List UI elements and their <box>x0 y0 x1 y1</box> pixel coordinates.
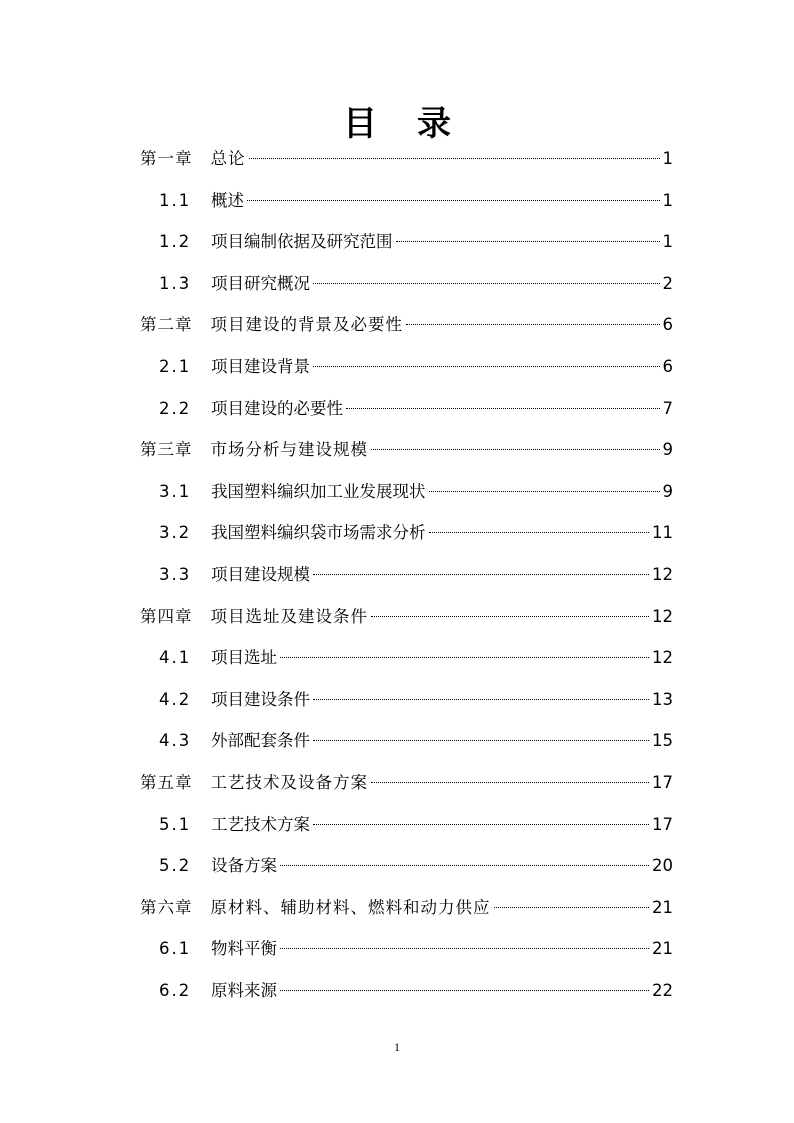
toc-entry-number: 第二章 <box>140 315 193 335</box>
toc-section-entry[interactable] <box>140 221 673 263</box>
toc-section-entry[interactable] <box>140 970 673 1012</box>
toc-entry-number: 6.1 <box>159 939 192 959</box>
toc-entry-number: 第三章 <box>140 440 193 460</box>
toc-dot-leader <box>429 532 650 533</box>
toc-entry-label: 外部配套条件 <box>211 731 310 751</box>
toc-entry-number: 第四章 <box>140 606 193 626</box>
toc-dot-leader <box>313 824 649 825</box>
toc-dot-leader <box>280 657 649 658</box>
toc-entry-number: 3.1 <box>159 481 192 501</box>
toc-entry-number: 5.2 <box>159 856 192 876</box>
toc-entry-page: 6 <box>662 356 673 376</box>
toc-entry-page: 15 <box>652 731 673 751</box>
toc-entry-number: 5.1 <box>159 814 192 834</box>
toc-entry-page: 9 <box>662 481 673 501</box>
toc-dot-leader <box>371 449 660 450</box>
toc-chapter-entry[interactable] <box>140 596 673 638</box>
toc-dot-leader <box>280 990 649 991</box>
toc-entry-page: 1 <box>662 232 673 252</box>
toc-entry-number: 1.3 <box>159 273 192 293</box>
toc-entry-page: 22 <box>652 980 673 1000</box>
toc-dot-leader <box>313 740 649 741</box>
toc-entry-label: 设备方案 <box>211 856 277 876</box>
toc-entry-label: 原材料、辅助材料、燃料和动力供应 <box>210 897 491 917</box>
toc-entry-page: 2 <box>662 273 673 293</box>
toc-entry-label: 项目选址及建设条件 <box>210 606 368 626</box>
toc-entry-label: 原料来源 <box>211 980 277 1000</box>
title-char-left: 目 <box>343 104 377 144</box>
toc-entry-number: 第一章 <box>140 149 193 168</box>
toc-entry-page: 9 <box>662 440 673 460</box>
toc-section-entry[interactable] <box>140 512 673 554</box>
toc-entry-number: 1.1 <box>159 190 192 210</box>
toc-dot-leader <box>371 782 649 783</box>
toc-entry-number: 4.3 <box>159 731 192 751</box>
toc-entry-label: 物料平衡 <box>211 939 277 959</box>
toc-section-entry[interactable] <box>140 928 673 970</box>
toc-section-entry[interactable] <box>140 637 673 679</box>
toc-entry-label: 项目选址 <box>211 648 277 668</box>
toc-entry-label: 项目建设规模 <box>211 564 310 584</box>
toc-dot-leader <box>313 699 649 700</box>
toc-dot-leader <box>406 324 660 325</box>
toc-chapter-entry[interactable] <box>140 887 673 929</box>
toc-dot-leader <box>346 408 660 409</box>
toc-entry-label: 项目建设背景 <box>211 356 310 376</box>
toc-dot-leader <box>313 366 660 367</box>
toc-section-entry[interactable] <box>140 804 673 846</box>
toc-entry-label: 工艺技术及设备方案 <box>210 772 368 792</box>
toc-entry-number: 2.2 <box>159 398 192 418</box>
toc-entry-number: 1.2 <box>159 232 192 252</box>
title-char-right: 录 <box>417 104 451 144</box>
toc-section-entry[interactable] <box>140 554 673 596</box>
toc-section-entry[interactable] <box>140 720 673 762</box>
toc-entry-label: 我国塑料编织袋市场需求分析 <box>211 523 426 543</box>
toc-entry-number: 2.1 <box>159 356 192 376</box>
toc-entry-page: 1 <box>662 149 673 168</box>
toc-entry-label: 项目研究概况 <box>211 273 310 293</box>
toc-entry-label: 市场分析与建设规模 <box>210 440 368 460</box>
toc-dot-leader <box>371 616 649 617</box>
toc-section-entry[interactable] <box>140 471 673 513</box>
toc-entry-number: 第五章 <box>140 772 193 792</box>
toc-dot-leader <box>313 283 660 284</box>
toc-chapter-entry[interactable] <box>140 304 673 346</box>
toc-dot-leader <box>494 907 650 908</box>
toc-entry-number: 第六章 <box>140 897 193 917</box>
toc-entry-page: 13 <box>652 689 673 709</box>
toc-entry-label: 我国塑料编织加工业发展现状 <box>211 481 426 501</box>
toc-section-entry[interactable] <box>140 346 673 388</box>
toc-section-entry[interactable] <box>140 388 673 430</box>
toc-entry-label: 概述 <box>211 190 244 210</box>
toc-entry-label: 项目建设条件 <box>211 689 310 709</box>
toc-entry-page: 17 <box>652 772 673 792</box>
toc-dot-leader <box>313 574 649 575</box>
toc-entry-label: 工艺技术方案 <box>211 814 310 834</box>
toc-entry-page: 1 <box>662 190 673 210</box>
toc-entry-number: 4.1 <box>159 648 192 668</box>
toc-entry-page: 11 <box>652 523 673 543</box>
toc-dot-leader <box>280 948 649 949</box>
toc-dot-leader <box>249 158 660 159</box>
toc-dot-leader <box>280 865 649 866</box>
toc-entry-page: 6 <box>662 315 673 335</box>
toc-chapter-entry[interactable] <box>140 429 673 471</box>
toc-section-entry[interactable] <box>140 845 673 887</box>
toc-section-entry[interactable] <box>140 180 673 222</box>
toc-entry-page: 12 <box>652 606 673 626</box>
toc-entry-number: 3.2 <box>159 523 192 543</box>
toc-entry-number: 3.3 <box>159 564 192 584</box>
toc-entry-page: 17 <box>652 814 673 834</box>
toc-entry-page: 21 <box>652 939 673 959</box>
toc-entry-page: 12 <box>652 648 673 668</box>
toc-chapter-entry[interactable] <box>140 762 673 804</box>
toc-entry-number: 6.2 <box>159 980 192 1000</box>
toc-dot-leader <box>396 241 660 242</box>
toc-dot-leader <box>429 491 660 492</box>
toc-section-entry[interactable] <box>140 263 673 305</box>
toc-entry-page: 12 <box>652 564 673 584</box>
toc-entry-page: 7 <box>662 398 673 418</box>
toc-entry-label: 项目建设的必要性 <box>211 398 343 418</box>
toc-entry-number: 4.2 <box>159 689 192 709</box>
toc-entry-label: 总论 <box>210 149 246 168</box>
toc-chapter-entry[interactable] <box>140 138 673 180</box>
toc-entry-page: 20 <box>652 856 673 876</box>
toc-entry-label: 项目编制依据及研究范围 <box>211 232 393 252</box>
toc-dot-leader <box>247 200 660 201</box>
page-footer-number: 1 <box>394 1040 400 1054</box>
toc-entry-label: 项目建设的背景及必要性 <box>210 315 403 335</box>
toc-section-entry[interactable] <box>140 679 673 721</box>
toc-entry-page: 21 <box>652 897 673 917</box>
table-of-contents <box>140 138 673 1011</box>
